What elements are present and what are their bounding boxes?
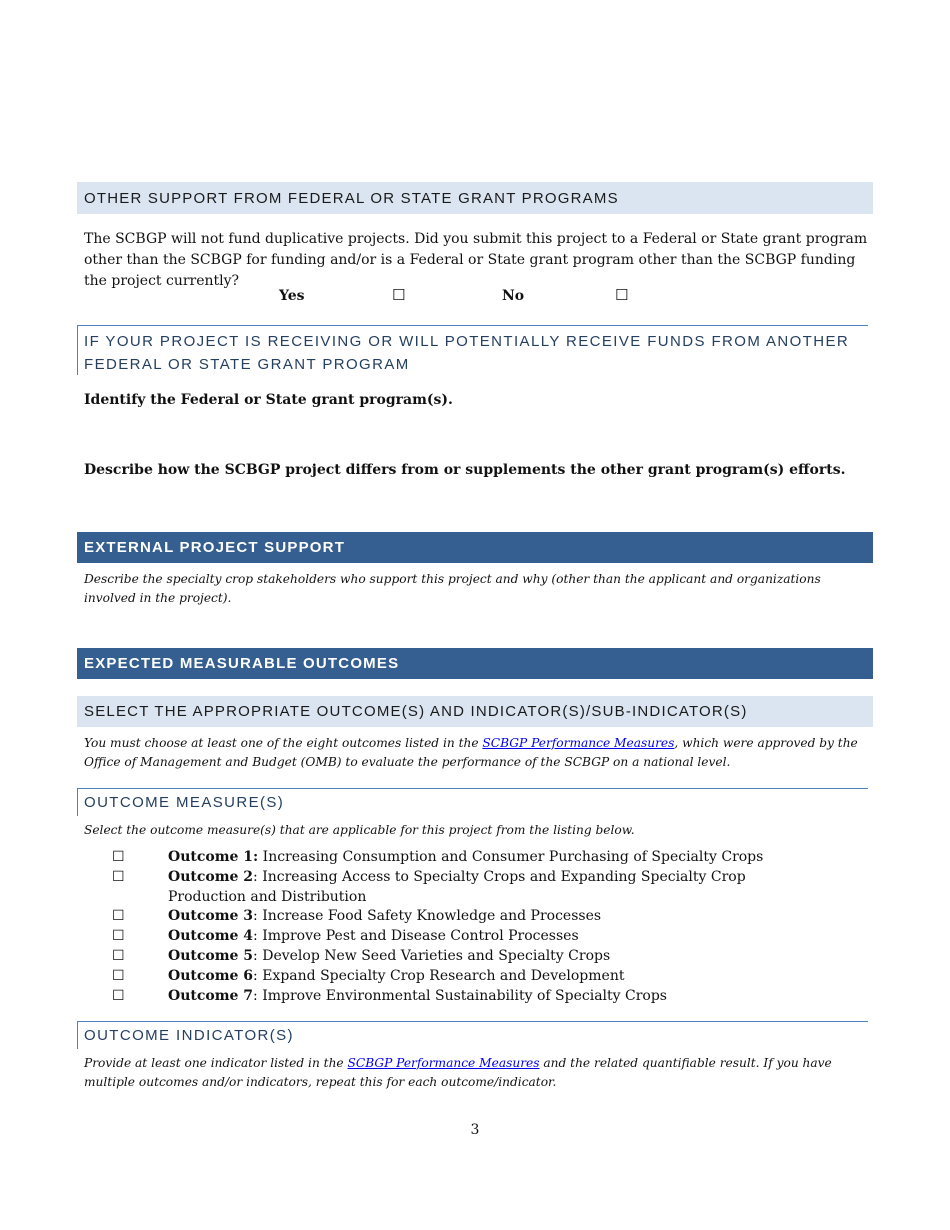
page-number: 3 xyxy=(470,1122,480,1138)
outcome-6-checkbox[interactable]: ☐ xyxy=(112,968,125,984)
outcomes-intro: You must choose at least one of the eight outcomes listed in the SCBGP Performance Measures, which were approved by the Office of Management and Budget (OMB) to evaluate the performance of the SCBGP on a national level. xyxy=(84,736,858,769)
outcome-3-checkbox[interactable]: ☐ xyxy=(112,908,125,924)
yes-label: Yes xyxy=(279,288,305,304)
outcome-measures-instructions: Select the outcome measure(s) that are applicable for this project from the listing below. xyxy=(84,823,635,837)
yes-checkbox[interactable]: ☐ xyxy=(392,286,406,304)
external-support-instructions: Describe the specialty crop stakeholders who support this project and why (other than the applicant and organizations involved in the project). xyxy=(84,572,821,605)
no-label: No xyxy=(502,288,525,304)
outcome-4-checkbox[interactable]: ☐ xyxy=(112,928,125,944)
outcome-5-checkbox[interactable]: ☐ xyxy=(112,948,125,964)
describe-differences-prompt: Describe how the SCBGP project differs from or supplements the other grant program(s) efforts. xyxy=(84,462,846,478)
duplicate-funding-question: The SCBGP will not fund duplicative projects. Did you submit this project to a Federal or State grant program other than the SCBGP for funding and/or is a Federal or State grant program other than the SCBGP funding the project currently? xyxy=(84,231,868,289)
outcome-1-checkbox[interactable]: ☐ xyxy=(112,849,125,865)
outcome-indicators-intro: Provide at least one indicator listed in the SCBGP Performance Measures and the related quantifiable result. If you have multiple outcomes and/or indicators, repeat this for each outcome/indicator. xyxy=(84,1056,832,1089)
outcome-indicators-heading: OUTCOME INDICATOR(S) xyxy=(77,1021,868,1049)
select-outcomes-heading: SELECT THE APPROPRIATE OUTCOME(S) AND INDICATOR(S)/SUB-INDICATOR(S) xyxy=(77,696,873,727)
identify-programs-prompt: Identify the Federal or State grant program(s). xyxy=(84,392,453,408)
performance-measures-link-2[interactable]: SCBGP Performance Measures xyxy=(347,1056,540,1070)
outcome-7-checkbox[interactable]: ☐ xyxy=(112,988,125,1004)
outcome-2-checkbox[interactable]: ☐ xyxy=(112,869,125,885)
outcome-measures-heading: OUTCOME MEASURE(S) xyxy=(77,788,868,816)
no-checkbox[interactable]: ☐ xyxy=(615,286,629,304)
external-support-heading: EXTERNAL PROJECT SUPPORT xyxy=(77,532,873,563)
receiving-funds-heading: IF YOUR PROJECT IS RECEIVING OR WILL POTENTIALLY RECEIVE FUNDS FROM ANOTHER FEDERAL OR STATE GRANT PROGRAM xyxy=(77,325,868,375)
expected-outcomes-heading: EXPECTED MEASURABLE OUTCOMES xyxy=(77,648,873,679)
other-support-heading: OTHER SUPPORT FROM FEDERAL OR STATE GRANT PROGRAMS xyxy=(77,182,873,214)
performance-measures-link[interactable]: SCBGP Performance Measures xyxy=(482,736,675,750)
